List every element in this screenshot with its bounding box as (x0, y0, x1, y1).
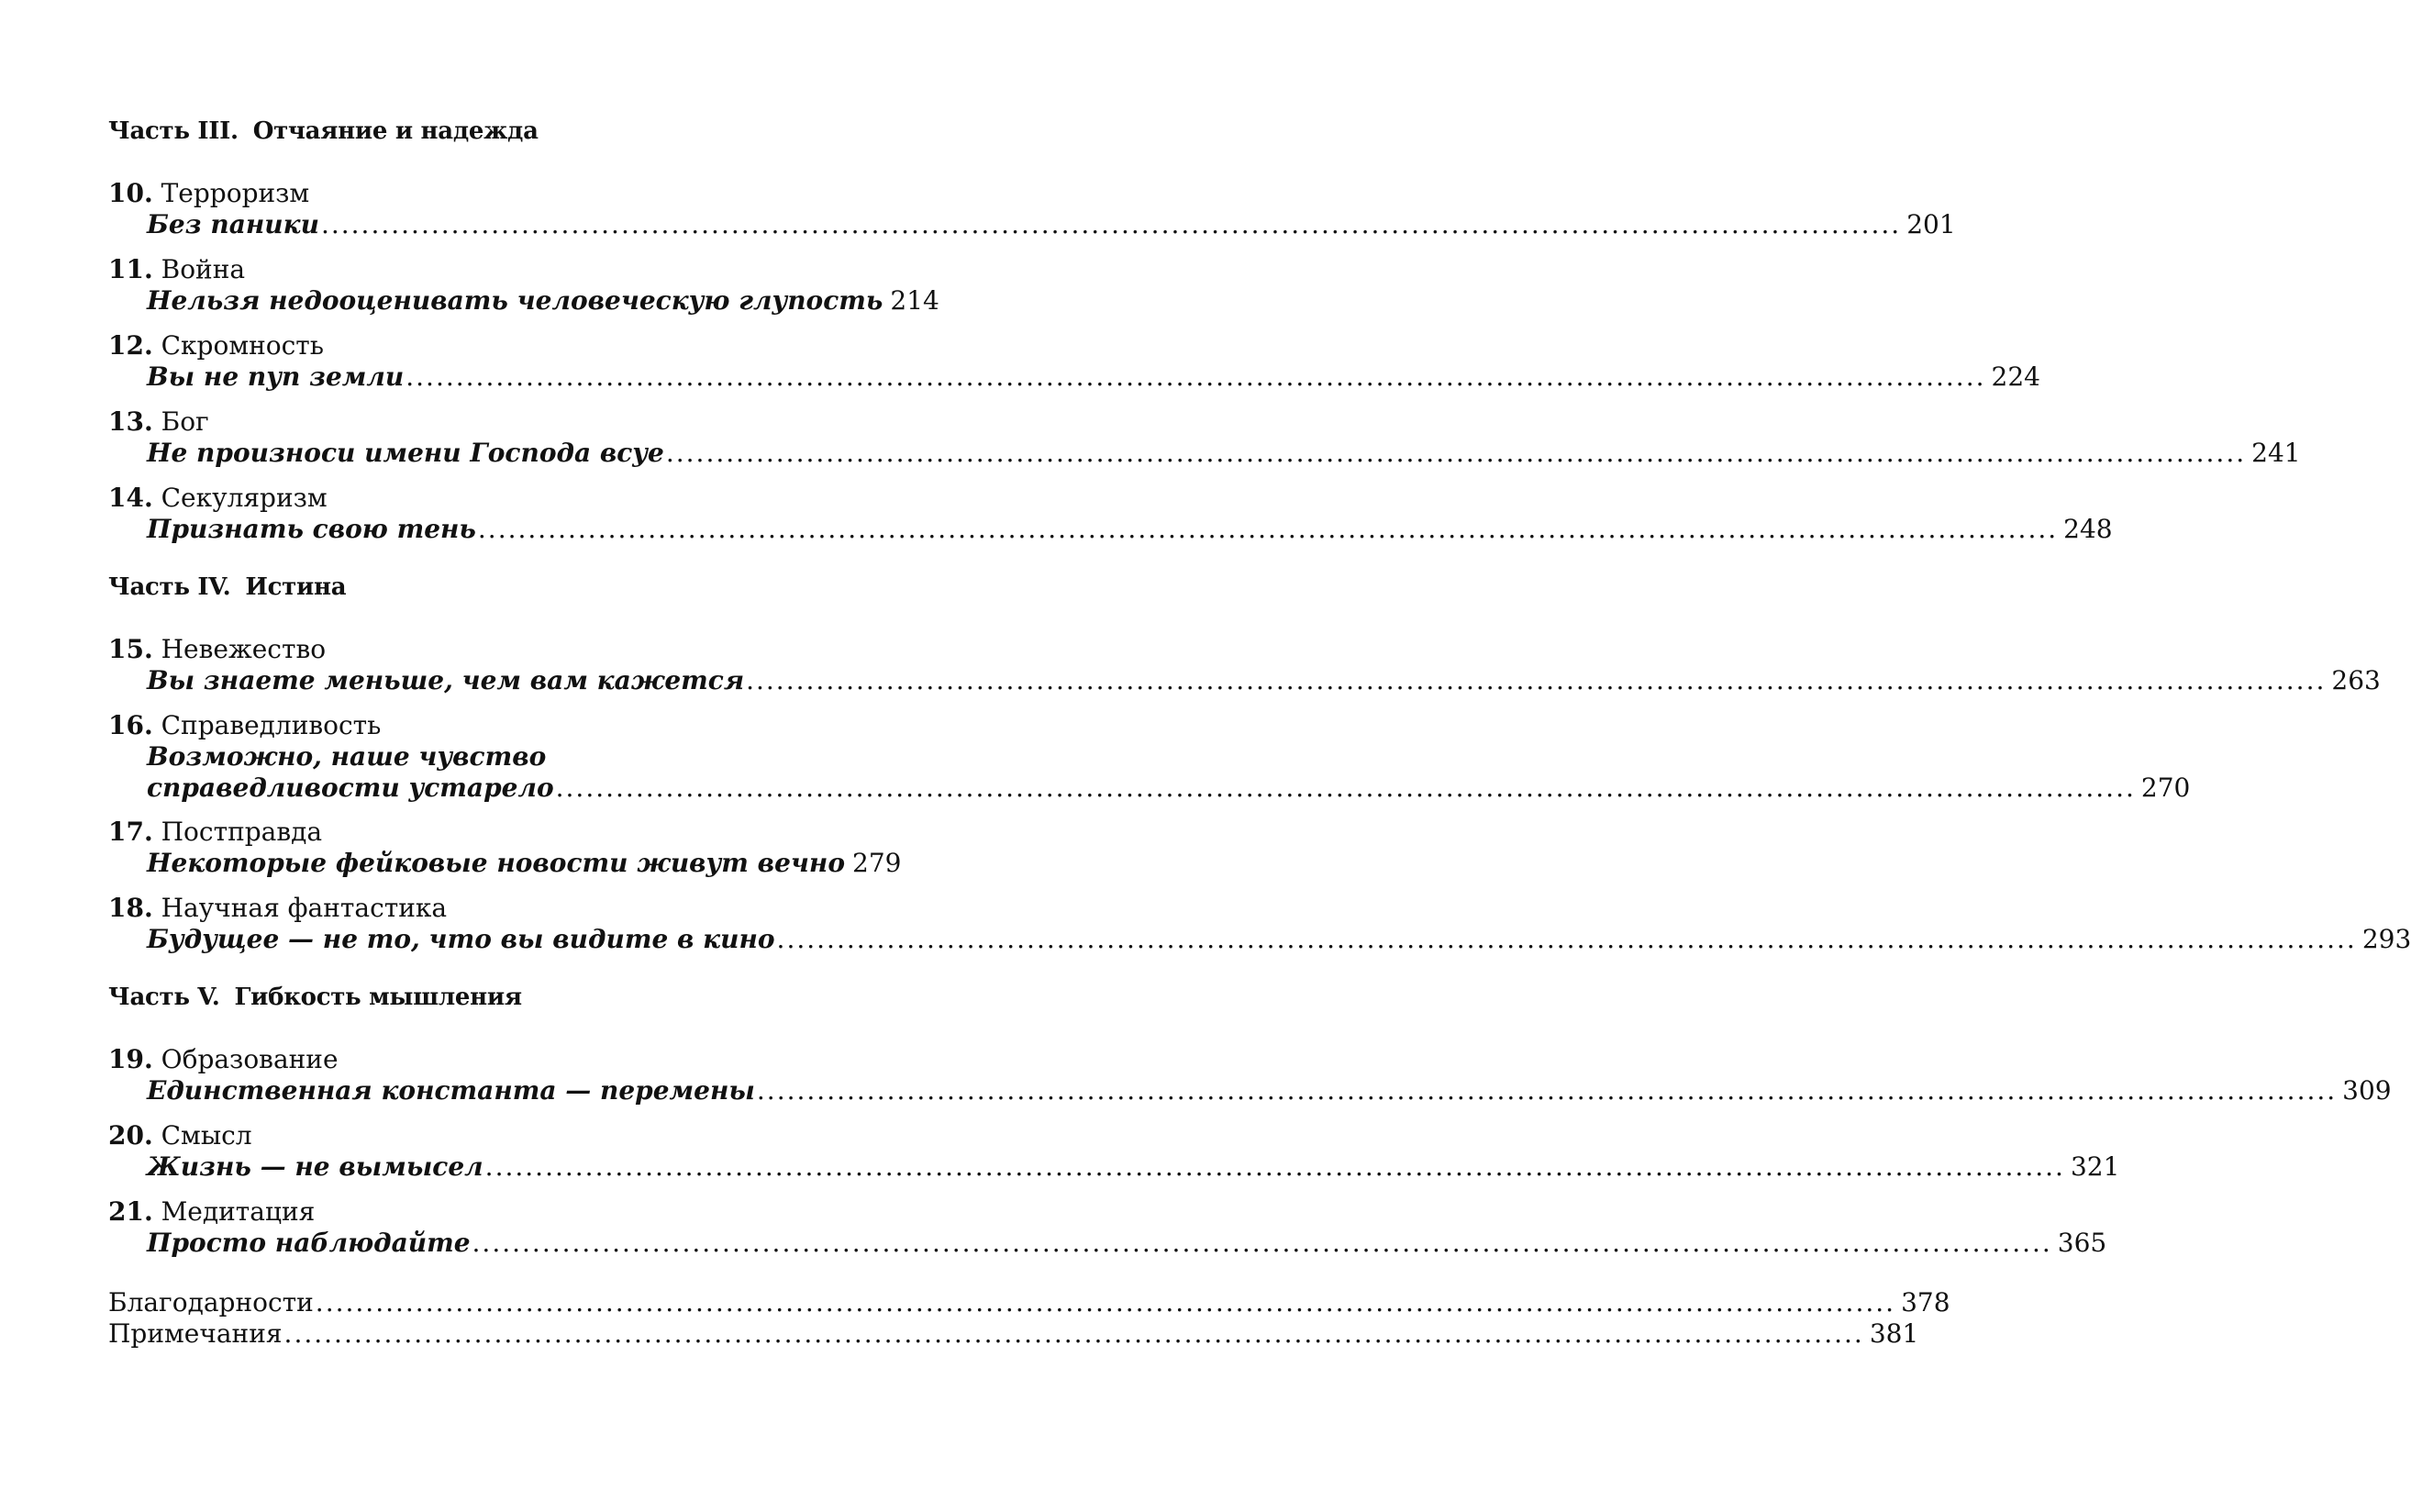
chapter-subtitle: Признать свою тень (147, 514, 476, 544)
chapter-title: Терроризм (161, 178, 310, 208)
chapter-title: Смысл (161, 1120, 252, 1151)
toc-entry-acknowledgements[interactable] (108, 1287, 1950, 1318)
chapter-title: Справедливость (161, 710, 382, 740)
chapter-number: 19. (108, 1044, 153, 1074)
page-number: 279 (852, 848, 902, 878)
part-label: Часть IV. (108, 573, 231, 601)
back-matter-title: Примечания (108, 1318, 283, 1349)
chapter-subtitle: Единственная константа — перемены (147, 1075, 755, 1106)
chapter-number: 10. (108, 178, 153, 208)
toc-entry[interactable] (108, 178, 1956, 240)
toc-entry[interactable] (108, 893, 2411, 955)
part-title: Истина (245, 573, 347, 601)
chapter-title: Медитация (161, 1196, 316, 1227)
page-number: 241 (2251, 438, 2301, 468)
back-matter (108, 1287, 1950, 1350)
toc-entry[interactable] (108, 483, 2113, 545)
toc-entry-notes[interactable] (108, 1318, 1919, 1350)
toc-entry[interactable] (108, 817, 902, 879)
page-number: 214 (890, 285, 939, 316)
page-number: 263 (2331, 665, 2381, 695)
page-number: 270 (2140, 773, 2191, 803)
page-number: 365 (2057, 1228, 2107, 1258)
chapter-subtitle: Без паники (147, 209, 319, 239)
part-label: Часть V. (108, 984, 220, 1011)
dot-leader (478, 514, 2058, 545)
dot-leader (485, 1151, 2065, 1183)
page-number: 201 (1906, 209, 1956, 239)
chapter-title: Образование (161, 1044, 339, 1074)
dot-leader (472, 1228, 2052, 1259)
chapter-subtitle: Не произноси имени Господа всуе (147, 438, 664, 468)
chapter-subtitle: Некоторые фейковые новости живут вечно (147, 848, 845, 878)
toc-entry[interactable] (108, 330, 2040, 393)
chapter-title: Постправда (161, 817, 323, 847)
dot-leader (321, 209, 1901, 240)
toc-entry[interactable] (108, 1120, 2120, 1183)
chapter-number: 18. (108, 893, 153, 923)
part-heading (108, 573, 346, 601)
chapter-subtitle: Вы знаете меньше, чем вам кажется (147, 665, 745, 695)
chapter-number: 11. (108, 254, 153, 284)
dot-leader (746, 665, 2326, 696)
chapter-title: Невежество (161, 634, 327, 664)
part-title: Гибкость мышления (234, 984, 522, 1011)
chapter-number: 12. (108, 330, 153, 361)
part-heading (108, 117, 539, 145)
chapter-subtitle: Нельзя недооценивать человеческую глупость (147, 285, 883, 316)
chapter-number: 17. (108, 817, 153, 847)
chapter-title: Война (161, 254, 246, 284)
toc-entry[interactable] (108, 406, 2301, 469)
toc-entry[interactable] (108, 1196, 2107, 1259)
chapter-title: Секуляризм (161, 483, 328, 513)
toc-entry[interactable] (108, 634, 2381, 696)
page-number: 378 (1901, 1287, 1950, 1317)
chapter-number: 16. (108, 710, 153, 740)
dot-leader (757, 1075, 2337, 1106)
chapter-subtitle: Просто наблюдайте (147, 1228, 471, 1258)
back-matter-title: Благодарности (108, 1287, 314, 1317)
chapter-number: 14. (108, 483, 153, 513)
page-number: 224 (1991, 361, 2040, 392)
toc-entry[interactable] (108, 710, 2191, 804)
chapter-subtitle: Вы не пуп земли (147, 361, 405, 392)
toc-entry[interactable] (108, 254, 939, 317)
page-number: 309 (2342, 1075, 2392, 1106)
toc-entry[interactable] (108, 1044, 2392, 1106)
chapter-subtitle: справедливости устарело (147, 773, 554, 803)
dot-leader (777, 924, 2357, 955)
chapter-number: 21. (108, 1196, 153, 1227)
page-number: 321 (2070, 1151, 2120, 1182)
chapter-number: 20. (108, 1120, 153, 1151)
page-number: 381 (1869, 1318, 1919, 1349)
page-number: 248 (2063, 514, 2113, 544)
chapter-number: 15. (108, 634, 153, 664)
part-heading (108, 984, 522, 1011)
part-title: Отчаяние и надежда (252, 117, 539, 145)
page-number: 293 (2361, 924, 2411, 954)
chapter-title: Бог (161, 406, 209, 437)
dot-leader (316, 1287, 1895, 1318)
part-label: Часть III. (108, 117, 239, 145)
dot-leader (556, 773, 2136, 804)
dot-leader (284, 1318, 1864, 1350)
chapter-subtitle-line: Возможно, наше чувство (147, 741, 547, 772)
chapter-subtitle: Жизнь — не вымысел (147, 1151, 483, 1182)
chapter-number: 13. (108, 406, 153, 437)
chapter-subtitle: Будущее — не то, что вы видите в кино (147, 924, 775, 954)
chapter-title: Скромность (161, 330, 325, 361)
dot-leader (406, 361, 1985, 393)
dot-leader (666, 438, 2246, 469)
chapter-title: Научная фантастика (161, 893, 448, 923)
